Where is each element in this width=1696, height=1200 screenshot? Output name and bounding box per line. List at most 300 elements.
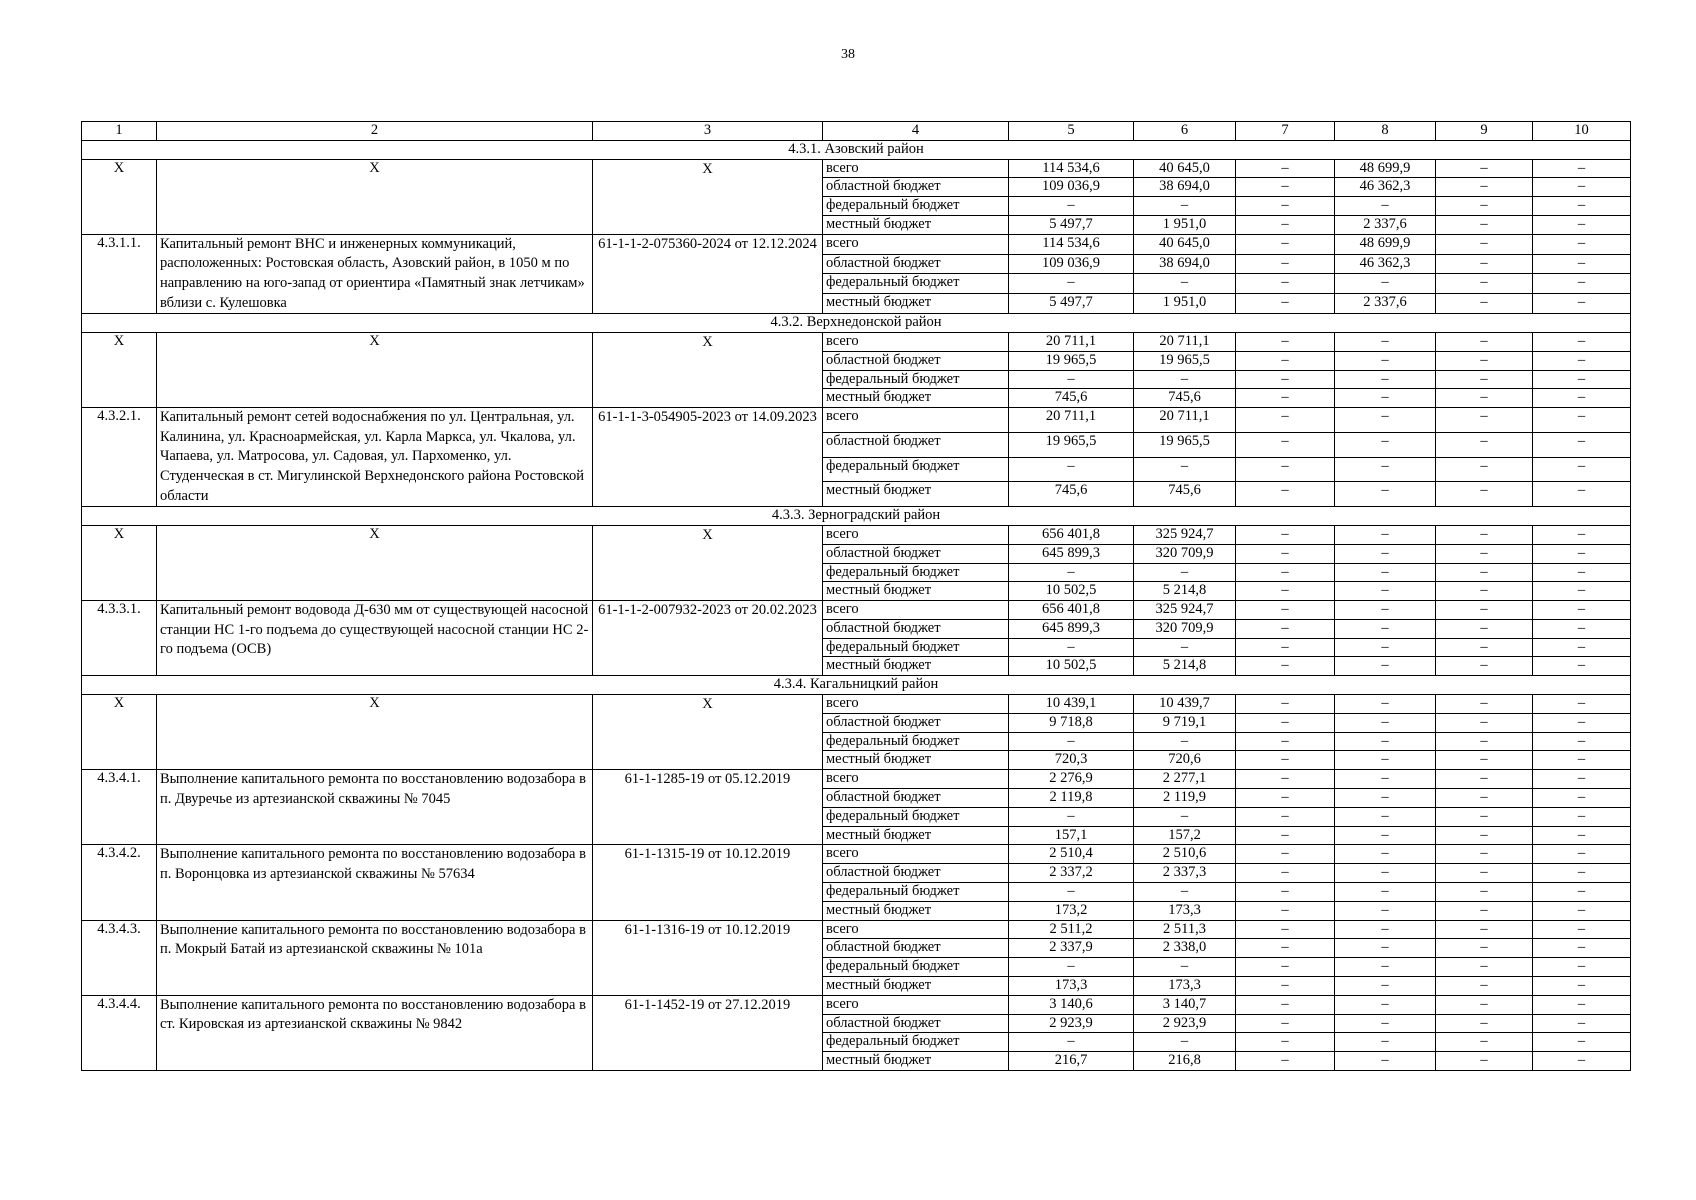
amount-cell: 109 036,9 <box>1009 254 1134 274</box>
amount-cell: 2 337,2 <box>1009 864 1134 883</box>
amount-cell: 3 140,6 <box>1009 995 1134 1014</box>
amount-cell: – <box>1134 274 1236 294</box>
amount-cell: – <box>1335 920 1436 939</box>
amount-cell: – <box>1335 789 1436 808</box>
item-document: X <box>593 695 823 770</box>
amount-cell: – <box>1134 563 1236 582</box>
amount-cell: 656 401,8 <box>1009 601 1134 620</box>
amount-cell: – <box>1335 864 1436 883</box>
item-code: 4.3.4.3. <box>82 920 157 995</box>
amount-cell: 40 645,0 <box>1134 159 1236 178</box>
amount-cell: – <box>1436 254 1533 274</box>
funding-source: областной бюджет <box>823 351 1009 370</box>
amount-cell: 109 036,9 <box>1009 178 1134 197</box>
amount-cell: – <box>1009 457 1134 482</box>
item-code: 4.3.1.1. <box>82 234 157 313</box>
amount-cell: – <box>1436 789 1533 808</box>
amount-cell: 48 699,9 <box>1335 234 1436 254</box>
amount-cell: 1 951,0 <box>1134 215 1236 234</box>
amount-cell: – <box>1335 370 1436 389</box>
amount-cell: – <box>1236 274 1335 294</box>
amount-cell: – <box>1436 351 1533 370</box>
funding-source: местный бюджет <box>823 826 1009 845</box>
amount-cell: – <box>1335 351 1436 370</box>
amount-cell: 19 965,5 <box>1134 432 1236 457</box>
header-cell: 8 <box>1335 122 1436 141</box>
funding-source: областной бюджет <box>823 864 1009 883</box>
amount-cell: 325 924,7 <box>1134 525 1236 544</box>
amount-cell: 745,6 <box>1134 389 1236 408</box>
amount-cell: 114 534,6 <box>1009 159 1134 178</box>
amount-cell: – <box>1236 770 1335 789</box>
amount-cell: – <box>1436 370 1533 389</box>
amount-cell: 320 709,9 <box>1134 544 1236 563</box>
amount-cell: – <box>1134 958 1236 977</box>
amount-cell: – <box>1009 274 1134 294</box>
amount-cell: 645 899,3 <box>1009 619 1134 638</box>
amount-cell: – <box>1134 883 1236 902</box>
amount-cell: – <box>1436 713 1533 732</box>
amount-cell: – <box>1009 732 1134 751</box>
amount-cell: – <box>1236 178 1335 197</box>
amount-cell: 745,6 <box>1009 389 1134 408</box>
amount-cell: – <box>1236 713 1335 732</box>
amount-cell: 320 709,9 <box>1134 619 1236 638</box>
amount-cell: – <box>1236 432 1335 457</box>
amount-cell: – <box>1335 807 1436 826</box>
funding-source: всего <box>823 845 1009 864</box>
amount-cell: – <box>1236 845 1335 864</box>
item-code: 4.3.4.2. <box>82 845 157 920</box>
amount-cell: 2 337,9 <box>1009 939 1134 958</box>
amount-cell: – <box>1009 1033 1134 1052</box>
amount-cell: – <box>1436 1033 1533 1052</box>
amount-cell: – <box>1009 563 1134 582</box>
header-cell: 4 <box>823 122 1009 141</box>
amount-cell: – <box>1236 234 1335 254</box>
amount-cell: – <box>1134 370 1236 389</box>
amount-cell: 645 899,3 <box>1009 544 1134 563</box>
item-document: 61-1-1316-19 от 10.12.2019 <box>593 920 823 995</box>
amount-cell: – <box>1134 457 1236 482</box>
funding-source: всего <box>823 332 1009 351</box>
amount-cell: 46 362,3 <box>1335 254 1436 274</box>
amount-cell: 2 277,1 <box>1134 770 1236 789</box>
funding-source: местный бюджет <box>823 977 1009 996</box>
header-cell: 2 <box>157 122 593 141</box>
amount-cell: – <box>1236 751 1335 770</box>
amount-cell: 2 510,6 <box>1134 845 1236 864</box>
amount-cell: – <box>1335 619 1436 638</box>
amount-cell: – <box>1335 958 1436 977</box>
amount-cell: – <box>1533 1014 1631 1033</box>
item-code: X <box>82 332 157 407</box>
amount-cell: 2 510,4 <box>1009 845 1134 864</box>
item-name: X <box>157 332 593 407</box>
amount-cell: – <box>1335 332 1436 351</box>
amount-cell: – <box>1236 995 1335 1014</box>
amount-cell: – <box>1335 544 1436 563</box>
amount-cell: 19 965,5 <box>1009 351 1134 370</box>
amount-cell: 157,2 <box>1134 826 1236 845</box>
amount-cell: 10 502,5 <box>1009 582 1134 601</box>
funding-source: федеральный бюджет <box>823 274 1009 294</box>
amount-cell: – <box>1533 807 1631 826</box>
amount-cell: – <box>1533 920 1631 939</box>
header-row <box>82 122 1631 141</box>
item-name: Капитальный ремонт ВНС и инженерных коммуникаций, расположенных: Ростовская область, Азовский район, в 1050 м по направлению на юго-запад от ориентира «Памятный знак летчикам» вблизи с. Кулешовка <box>157 234 593 313</box>
funding-source: всего <box>823 408 1009 433</box>
amount-cell: 1 951,0 <box>1134 294 1236 314</box>
amount-cell: 10 439,1 <box>1009 695 1134 714</box>
funding-source: всего <box>823 525 1009 544</box>
section-title-row <box>82 314 1631 333</box>
amount-cell: – <box>1335 389 1436 408</box>
table-row <box>82 159 1631 178</box>
amount-cell: 216,8 <box>1134 1052 1236 1071</box>
amount-cell: – <box>1236 159 1335 178</box>
amount-cell: – <box>1335 482 1436 507</box>
amount-cell: – <box>1236 351 1335 370</box>
amount-cell: 3 140,7 <box>1134 995 1236 1014</box>
amount-cell: – <box>1436 619 1533 638</box>
funding-source: местный бюджет <box>823 389 1009 408</box>
amount-cell: – <box>1335 601 1436 620</box>
amount-cell: – <box>1335 713 1436 732</box>
amount-cell: – <box>1436 864 1533 883</box>
amount-cell: – <box>1134 638 1236 657</box>
amount-cell: – <box>1335 995 1436 1014</box>
amount-cell: – <box>1436 1014 1533 1033</box>
amount-cell: – <box>1533 619 1631 638</box>
amount-cell: 38 694,0 <box>1134 254 1236 274</box>
item-name: X <box>157 525 593 600</box>
amount-cell: – <box>1236 457 1335 482</box>
item-document: 61-1-1315-19 от 10.12.2019 <box>593 845 823 920</box>
item-document: 61-1-1452-19 от 27.12.2019 <box>593 995 823 1070</box>
header-cell: 3 <box>593 122 823 141</box>
funding-source: областной бюджет <box>823 254 1009 274</box>
amount-cell: – <box>1236 482 1335 507</box>
amount-cell: – <box>1436 657 1533 676</box>
amount-cell: – <box>1436 274 1533 294</box>
amount-cell: – <box>1236 582 1335 601</box>
amount-cell: – <box>1134 1033 1236 1052</box>
amount-cell: – <box>1533 789 1631 808</box>
amount-cell: – <box>1533 751 1631 770</box>
amount-cell: – <box>1335 408 1436 433</box>
amount-cell: – <box>1236 389 1335 408</box>
amount-cell: – <box>1533 159 1631 178</box>
table-row <box>82 408 1631 433</box>
amount-cell: – <box>1236 294 1335 314</box>
amount-cell: 2 337,6 <box>1335 294 1436 314</box>
amount-cell: – <box>1236 619 1335 638</box>
amount-cell: – <box>1533 544 1631 563</box>
funding-source: всего <box>823 601 1009 620</box>
amount-cell: – <box>1533 638 1631 657</box>
amount-cell: – <box>1436 582 1533 601</box>
amount-cell: – <box>1335 582 1436 601</box>
amount-cell: – <box>1335 274 1436 294</box>
item-document: X <box>593 159 823 234</box>
amount-cell: – <box>1236 254 1335 274</box>
amount-cell: – <box>1436 159 1533 178</box>
amount-cell: – <box>1533 432 1631 457</box>
item-code: X <box>82 695 157 770</box>
funding-source: местный бюджет <box>823 657 1009 676</box>
amount-cell: – <box>1436 178 1533 197</box>
funding-source: местный бюджет <box>823 582 1009 601</box>
amount-cell: 173,3 <box>1009 977 1134 996</box>
amount-cell: – <box>1436 563 1533 582</box>
funding-source: областной бюджет <box>823 432 1009 457</box>
amount-cell: – <box>1236 695 1335 714</box>
amount-cell: – <box>1236 544 1335 563</box>
table-row <box>82 525 1631 544</box>
funding-source: федеральный бюджет <box>823 1033 1009 1052</box>
amount-cell: – <box>1335 525 1436 544</box>
funding-source: всего <box>823 995 1009 1014</box>
item-code: X <box>82 159 157 234</box>
funding-source: местный бюджет <box>823 294 1009 314</box>
amount-cell: – <box>1134 197 1236 216</box>
amount-cell: – <box>1009 370 1134 389</box>
funding-source: федеральный бюджет <box>823 883 1009 902</box>
amount-cell: 20 711,1 <box>1134 332 1236 351</box>
amount-cell: – <box>1533 215 1631 234</box>
amount-cell: 5 214,8 <box>1134 582 1236 601</box>
section-title: 4.3.2. Верхнедонской район <box>82 314 1631 333</box>
amount-cell: 48 699,9 <box>1335 159 1436 178</box>
amount-cell: 2 337,3 <box>1134 864 1236 883</box>
funding-source: федеральный бюджет <box>823 370 1009 389</box>
amount-cell: 9 719,1 <box>1134 713 1236 732</box>
amount-cell: 19 965,5 <box>1009 432 1134 457</box>
section-title-row <box>82 676 1631 695</box>
amount-cell: 2 511,3 <box>1134 920 1236 939</box>
amount-cell: 656 401,8 <box>1009 525 1134 544</box>
amount-cell: 114 534,6 <box>1009 234 1134 254</box>
funding-source: областной бюджет <box>823 619 1009 638</box>
amount-cell: – <box>1335 432 1436 457</box>
amount-cell: – <box>1335 1052 1436 1071</box>
amount-cell: – <box>1436 977 1533 996</box>
amount-cell: – <box>1335 845 1436 864</box>
amount-cell: – <box>1335 826 1436 845</box>
amount-cell: – <box>1533 389 1631 408</box>
amount-cell: – <box>1436 544 1533 563</box>
item-document: X <box>593 332 823 407</box>
amount-cell: 20 711,1 <box>1009 332 1134 351</box>
amount-cell: – <box>1533 713 1631 732</box>
amount-cell: – <box>1533 1033 1631 1052</box>
amount-cell: – <box>1436 958 1533 977</box>
funding-source: федеральный бюджет <box>823 563 1009 582</box>
table-row <box>82 920 1631 939</box>
amount-cell: 173,2 <box>1009 901 1134 920</box>
amount-cell: – <box>1236 563 1335 582</box>
item-name: X <box>157 695 593 770</box>
amount-cell: – <box>1236 638 1335 657</box>
funding-source: федеральный бюджет <box>823 638 1009 657</box>
amount-cell: – <box>1236 601 1335 620</box>
amount-cell: 745,6 <box>1009 482 1134 507</box>
budget-table <box>81 121 1631 1071</box>
amount-cell: 2 337,6 <box>1335 215 1436 234</box>
amount-cell: – <box>1335 939 1436 958</box>
amount-cell: – <box>1533 582 1631 601</box>
item-name: Капитальный ремонт водовода Д-630 мм от существующей насосной станции НС 1-го подъема до существующей насосной станции НС 2-го подъема (ОСВ) <box>157 601 593 676</box>
funding-source: областной бюджет <box>823 713 1009 732</box>
amount-cell: – <box>1533 883 1631 902</box>
amount-cell: – <box>1436 294 1533 314</box>
table-row <box>82 845 1631 864</box>
amount-cell: – <box>1436 432 1533 457</box>
amount-cell: – <box>1533 939 1631 958</box>
funding-source: всего <box>823 920 1009 939</box>
amount-cell: – <box>1236 883 1335 902</box>
header-cell: 6 <box>1134 122 1236 141</box>
amount-cell: – <box>1436 601 1533 620</box>
amount-cell: – <box>1533 254 1631 274</box>
item-name: X <box>157 159 593 234</box>
amount-cell: – <box>1134 807 1236 826</box>
amount-cell: – <box>1236 826 1335 845</box>
amount-cell: – <box>1335 638 1436 657</box>
amount-cell: 720,6 <box>1134 751 1236 770</box>
funding-source: местный бюджет <box>823 751 1009 770</box>
funding-source: областной бюджет <box>823 939 1009 958</box>
funding-source: местный бюджет <box>823 901 1009 920</box>
section-title: 4.3.4. Кагальницкий район <box>82 676 1631 695</box>
funding-source: федеральный бюджет <box>823 807 1009 826</box>
amount-cell: – <box>1236 332 1335 351</box>
amount-cell: – <box>1236 958 1335 977</box>
amount-cell: – <box>1009 197 1134 216</box>
amount-cell: – <box>1335 197 1436 216</box>
table-row <box>82 601 1631 620</box>
amount-cell: – <box>1335 695 1436 714</box>
table-row <box>82 332 1631 351</box>
amount-cell: 10 439,7 <box>1134 695 1236 714</box>
item-code: 4.3.2.1. <box>82 408 157 507</box>
amount-cell: – <box>1436 995 1533 1014</box>
amount-cell: – <box>1436 482 1533 507</box>
amount-cell: – <box>1335 770 1436 789</box>
amount-cell: – <box>1236 789 1335 808</box>
amount-cell: – <box>1533 351 1631 370</box>
amount-cell: – <box>1335 883 1436 902</box>
amount-cell: – <box>1533 525 1631 544</box>
header-cell: 7 <box>1236 122 1335 141</box>
amount-cell: – <box>1236 408 1335 433</box>
amount-cell: – <box>1533 408 1631 433</box>
amount-cell: 720,3 <box>1009 751 1134 770</box>
amount-cell: – <box>1533 901 1631 920</box>
amount-cell: – <box>1533 482 1631 507</box>
amount-cell: – <box>1436 695 1533 714</box>
amount-cell: 173,3 <box>1134 977 1236 996</box>
item-code: 4.3.4.4. <box>82 995 157 1070</box>
amount-cell: – <box>1436 1052 1533 1071</box>
amount-cell: – <box>1236 657 1335 676</box>
amount-cell: – <box>1533 732 1631 751</box>
amount-cell: – <box>1533 826 1631 845</box>
amount-cell: – <box>1436 770 1533 789</box>
amount-cell: – <box>1236 525 1335 544</box>
amount-cell: – <box>1335 977 1436 996</box>
amount-cell: – <box>1533 601 1631 620</box>
header-cell: 9 <box>1436 122 1533 141</box>
amount-cell: – <box>1335 732 1436 751</box>
amount-cell: – <box>1009 638 1134 657</box>
item-name: Выполнение капитального ремонта по восстановлению водозабора в п. Мокрый Батай из артезианской скважины № 101а <box>157 920 593 995</box>
amount-cell: – <box>1236 1014 1335 1033</box>
funding-source: всего <box>823 770 1009 789</box>
amount-cell: – <box>1236 977 1335 996</box>
amount-cell: – <box>1134 732 1236 751</box>
amount-cell: – <box>1236 939 1335 958</box>
funding-source: областной бюджет <box>823 544 1009 563</box>
amount-cell: 325 924,7 <box>1134 601 1236 620</box>
item-code: X <box>82 525 157 600</box>
funding-source: местный бюджет <box>823 1052 1009 1071</box>
amount-cell: 2 923,9 <box>1009 1014 1134 1033</box>
funding-source: местный бюджет <box>823 215 1009 234</box>
item-name: Выполнение капитального ремонта по восстановлению водозабора в ст. Кировская из артезианской скважины № 9842 <box>157 995 593 1070</box>
amount-cell: – <box>1436 751 1533 770</box>
table-row <box>82 995 1631 1014</box>
amount-cell: 46 362,3 <box>1335 178 1436 197</box>
amount-cell: – <box>1436 920 1533 939</box>
amount-cell: – <box>1335 657 1436 676</box>
amount-cell: 2 511,2 <box>1009 920 1134 939</box>
section-title: 4.3.1. Азовский район <box>82 140 1631 159</box>
amount-cell: – <box>1236 197 1335 216</box>
funding-source: федеральный бюджет <box>823 732 1009 751</box>
amount-cell: 5 214,8 <box>1134 657 1236 676</box>
amount-cell: – <box>1335 457 1436 482</box>
amount-cell: – <box>1533 332 1631 351</box>
item-code: 4.3.4.1. <box>82 770 157 845</box>
amount-cell: – <box>1236 1052 1335 1071</box>
amount-cell: – <box>1436 883 1533 902</box>
amount-cell: – <box>1533 274 1631 294</box>
amount-cell: – <box>1436 807 1533 826</box>
section-title-row <box>82 140 1631 159</box>
section-title: 4.3.3. Зерноградский район <box>82 507 1631 526</box>
amount-cell: 40 645,0 <box>1134 234 1236 254</box>
section-title-row <box>82 507 1631 526</box>
amount-cell: – <box>1533 977 1631 996</box>
amount-cell: – <box>1533 995 1631 1014</box>
funding-source: федеральный бюджет <box>823 457 1009 482</box>
item-document: 61-1-1285-19 от 05.12.2019 <box>593 770 823 845</box>
item-document: 61-1-1-2-007932-2023 от 20.02.2023 <box>593 601 823 676</box>
amount-cell: – <box>1236 370 1335 389</box>
amount-cell: – <box>1335 1014 1436 1033</box>
amount-cell: – <box>1335 901 1436 920</box>
amount-cell: – <box>1436 332 1533 351</box>
amount-cell: – <box>1436 457 1533 482</box>
amount-cell: – <box>1335 1033 1436 1052</box>
amount-cell: – <box>1533 370 1631 389</box>
amount-cell: – <box>1533 178 1631 197</box>
amount-cell: – <box>1436 939 1533 958</box>
funding-source: областной бюджет <box>823 178 1009 197</box>
amount-cell: – <box>1236 901 1335 920</box>
